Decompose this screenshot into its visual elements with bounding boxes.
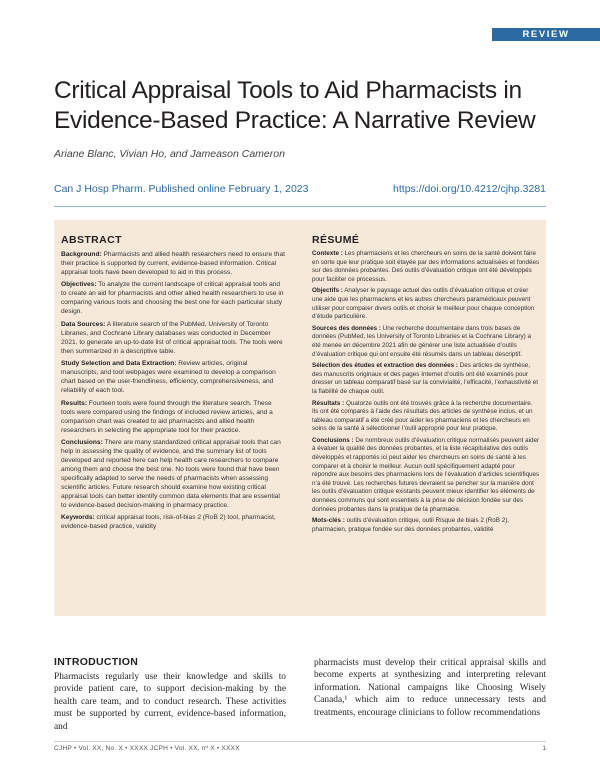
resume-heading: RÉSUMÉ — [312, 234, 360, 246]
footer-divider — [54, 741, 546, 742]
divider — [54, 206, 546, 207]
section-label: Keywords: — [61, 514, 95, 522]
article-title: Critical Appraisal Tools to Aid Pharmacists in Evidence-Based Practice: A Narrative Review — [54, 77, 536, 134]
page-number: 1 — [542, 745, 546, 752]
resume-contexte — [312, 250, 540, 284]
section-text: Fourteen tools were found through the literature search. These tools were compared using the findings of included review articles, and a comparison chart was created to aid pharmacists and allied health researchers in selecting the appropriate tool for their practice. — [61, 399, 273, 434]
doi-link[interactable]: https://doi.org/10.4212/cjhp.3281 — [393, 183, 546, 195]
section-label: Results: — [61, 399, 88, 407]
section-label: Objectifs : — [312, 287, 343, 295]
abstract-french — [312, 234, 540, 537]
section-label: Contexte : — [312, 250, 343, 257]
footer-citation: CJHP • Vol. XX, No. X • XXXX JCPH • Vol. XX, nº X • XXXX — [54, 745, 240, 752]
abstract-objectives — [61, 280, 286, 316]
section-label: Data Sources: — [61, 320, 106, 328]
section-label: Objectives: — [61, 281, 97, 289]
resume-conclusions — [312, 437, 540, 514]
section-label: Study Selection and Data Extraction: — [61, 360, 177, 368]
section-text: To analyze the current landscape of critical appraisal tools and to create an aid for pharmacists and other allied health researchers to use in comparing various tools and choosing the best one for each particular study design. — [61, 281, 284, 316]
section-text: A literature search of the PubMed, University of Toronto Libraries, and Cochrane Library databases was conducted in December 2021, to generate an up-to-date list of critical appraisal tools. The tools were then summarized in a descriptive table. — [61, 320, 283, 355]
section-label: Résultats : — [312, 399, 345, 407]
resume-objectifs — [312, 287, 540, 321]
resume-mots-cles — [312, 517, 540, 534]
section-label: Conclusions: — [61, 438, 103, 446]
section-text: There are many standardized critical appraisal tools that can help in assessing the quality of evidence, and the summary list of tools developed and reported here can help health care researchers to compare among them and choose the best one. No tools were found that have been specifically adapted to serve the needs of pharmacists when assessing scientific articles. Future research should examine how existing critical appraisal tools can better identify common data elements that are essential to evidence-based decision-making in pharmacy practice. — [61, 438, 281, 509]
journal-citation: Can J Hosp Pharm. Published online February 1, 2023 — [54, 183, 309, 195]
introduction-text-right: pharmacists must develop their critical appraisal skills and become experts at synthesizing and interpreting relevant information. National campaigns like Choosing Wisely Canada,¹ which aim to reduce unnecessary tests and treatments, encourage clinicians to follow recommendations — [314, 658, 546, 718]
section-label: Conclusions : — [312, 436, 354, 444]
author-list: Ariane Blanc, Vivian Ho, and Jameason Cameron — [54, 148, 285, 160]
resume-selection — [312, 362, 540, 396]
resume-resultats — [312, 400, 540, 434]
abstract-heading: ABSTRACT — [61, 234, 122, 246]
section-text: critical appraisal tools, risk-of-bias 2 (RoB 2) tool, pharmacist, evidence-based practice, validity — [61, 514, 276, 531]
abstract-study-selection — [61, 359, 286, 395]
section-text: Quatorze outils ont été trouvés grâce à la recherche documentaire. Ils ont été comparés à l’aide des résultats des articles de synthèse inclus, et un tableau comparatif a été créé pour aider les pharmaciens et les chercheurs en soins de la santé à sélectionner l’outil approprié pour leur pratique. — [312, 399, 533, 433]
section-text: Les pharmaciens et les chercheurs en soins de la santé doivent faire en sorte que leur pratique soit étayée par des informations actualisées et fondées sur des données probantes. Des outils d’évaluation critique ont été développés pour faciliter ce processus. — [312, 250, 540, 283]
abstract-results — [61, 399, 286, 435]
section-label: Sélection des études et extraction des données : — [312, 362, 458, 370]
resume-sources — [312, 325, 540, 359]
section-tab: REVIEW — [492, 28, 600, 41]
journal-info-bar — [54, 183, 546, 201]
section-label: Mots-clés : — [312, 517, 345, 525]
abstract-background — [61, 250, 286, 277]
section-text: Pharmacists and allied health researchers need to ensure that their practice is supported by current, evidence-based information. Critical appraisal tools have been developed to aid in this process. — [61, 251, 285, 276]
section-label: Background: — [61, 251, 102, 258]
section-text: De nombreux outils d’évaluation critique normalisés peuvent aider à évaluer la qualité des données probantes, et la liste récapitulative des outils développés et rapportés ici peut aider les chercheurs en soins de santé à les comparer et à choisir le meilleur. Aucun outil spécifiquement adapté pour répondre aux besoins des pharmaciens lors de l’évaluation d’articles scientifiques n’a été trouvé. Les recherches futures devraient se pencher sur la manière dont les outils d’évaluation critique existants peuvent mieux identifier les éléments de données communs qui sont essentiels à la prise de décision fondée sur des données probantes dans la pratique de la pharmacie. — [312, 436, 540, 513]
section-text: Review articles, original manuscripts, and tool webpages were examined to develop a comparison chart based on the user-friendliness, efficiency, comprehensiveness, and reliability of each tool. — [61, 360, 276, 395]
abstract-keywords — [61, 513, 286, 531]
abstract-data-sources — [61, 320, 286, 356]
section-text: Une recherche documentaire dans trois bases de données (PubMed, les University of Toronto Libraries et la Cochrane Library) a été menée en décembre 2021 afin de générer une liste actualisée d’outils d’évaluation critique qui ont ensuite été résumés dans un tableau descriptif. — [312, 324, 531, 358]
introduction-text-left: Pharmacists regularly use their knowledge and skills to provide patient care, to support decision-making by the health care team, and to conduct research. These activities must be supported by current, evidence-based information, and — [54, 672, 286, 732]
abstract-conclusions — [61, 438, 286, 510]
introduction-heading: INTRODUCTION — [54, 656, 139, 668]
abstract-english — [61, 234, 286, 535]
section-text: outils d’évaluation critique, outil Risque de biais 2 (RoB 2), pharmacien, pratique fondée sur des données probantes, validité — [312, 517, 510, 533]
section-label: Sources des données : — [312, 324, 381, 332]
abstract-box — [54, 220, 546, 616]
section-text: Des articles de synthèse, des manuscrits originaux et des pages Internet d’outils ont été examinés pour dresser un tableau comparatif basé sur la convivialité, l’efficacité, l’exhaustivité et la fiabilité de chaque outil. — [312, 362, 538, 395]
section-text: Analyser le paysage actuel des outils d’évaluation critique et créer une aide que les pharmaciens et les autres chercheurs paramédicaux peuvent utiliser pour comparer divers outils et choisir le meilleur pour chaque conception d’étude particulière. — [312, 287, 535, 321]
